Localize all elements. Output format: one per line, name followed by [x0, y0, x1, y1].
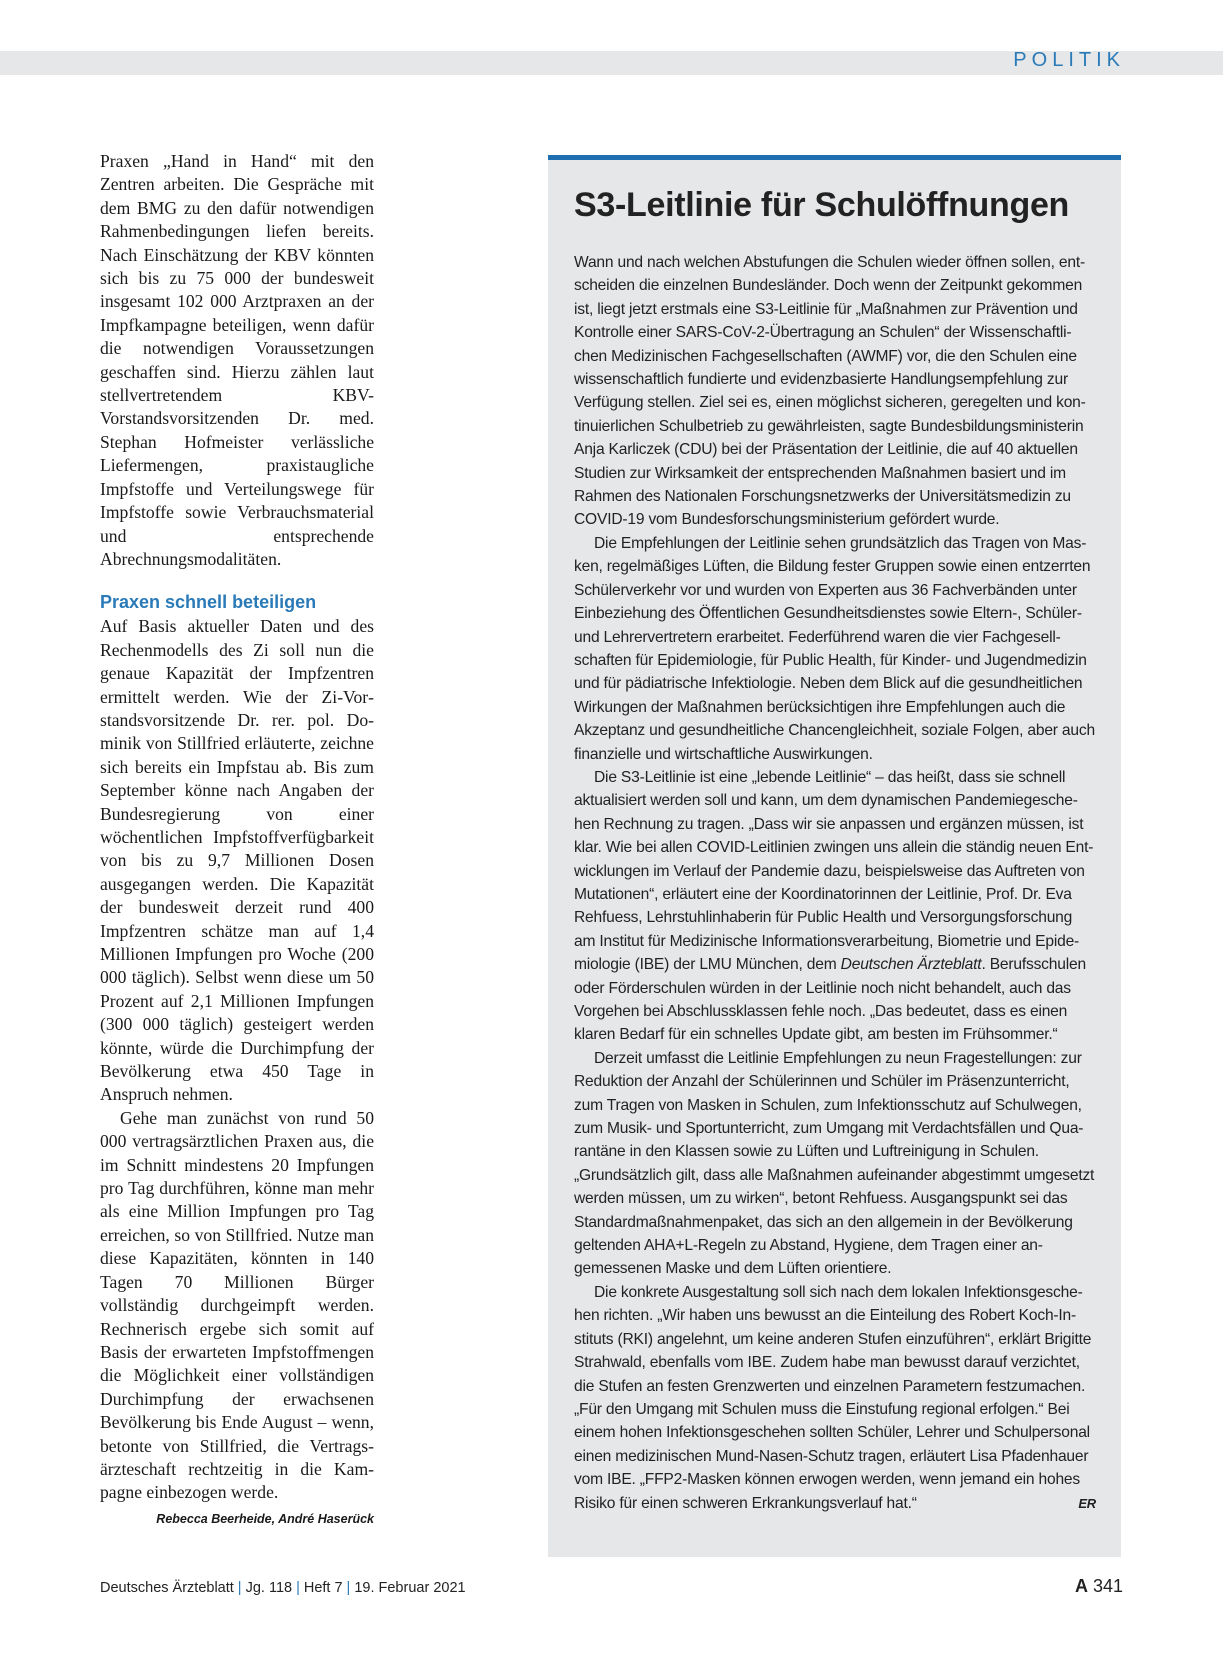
box-paragraph-1: Wann und nach welchen Abstufungen die Schulen wieder öffnen sollen, entscheiden die einzelnen Bundesländer. Doch wenn der Zeitpunkt gekommen ist, liegt jetzt erstmals eine S3-Leitlinie für „Maßnahmen zur Prävention und Kontrolle einer SARS-CoV-2-Übertragung an Schulen“ der Wissenschaftlichen Medizinischen Fachgesellschaften (AWMF) vor, die den Schulen eine wissenschaftlich fundierte und evidenzbasierte Handlungsempfehlung zur Verfügung stellen. Ziel sei es, einen möglichst sicheren, geregelten und kontinuierlichen Schulbetrieb zu gewährleisten, sagte Bundesbildungsministerin Anja Karliczek (CDU) bei der Präsentation der Leitlinie, die auf 40 aktuellen Studien zur Wirksamkeit der entsprechenden Maßnahmen basiert und im Rahmen des Nationalen Forschungsnetzwerks der Universitätsmedizin zu COVID-19 vom Bundesforschungsministerium gefördert wurde. — [574, 254, 1086, 529]
left-column — [100, 150, 374, 1531]
footer-separator: | — [296, 1580, 300, 1596]
page-number — [1075, 1576, 1123, 1597]
footer-separator: | — [346, 1580, 351, 1596]
footer-separator: | — [237, 1580, 242, 1596]
box-title: S3-Leitlinie für Schulöffnungen — [574, 186, 1070, 224]
box-paragraph-3-start: Die S3-Leitlinie ist eine „lebende Leitlinie“ – das heißt, dass sie schnell aktualisiert werden soll und kann, um dem dynamischen Pandemiegeschehen Rechnung zu tragen. „Dass wir sie anpassen und ergänzen müssen, ist klar. Wie bei allen COVID-Leitlinien zwingen uns allein die ständig neuen Entwicklungen im Verlauf der Pandemie dazu, beispielsweise das Auftreten von Mutationen“, erläutert eine der Koordinatorinnen der Leitlinie, Prof. Dr. Eva Rehfuess, Lehrstuhlinhaberin für Public Health und Versorgungsforschung am Institut für Medizinische Informationsverarbeitung, Biometrie und Epidemiologie (IBE) der LMU München, dem — [574, 768, 1094, 974]
box-paragraph-4: Derzeit umfasst die Leitlinie Empfehlungen zu neun Fragestellungen: zur Reduktion der Anzahl der Schülerinnen und Schüler im Präsenzunterricht, zum Tragen von Masken in Schulen, zum Infektionsschutz auf Schulwegen, zum Musik- und Sportunterricht, zum Umgang mit Verdachtsfällen und Quarantäne in den Klassen sowie zu Lüften und Luftreinigung in Schulen. „Grundsätzlich gilt, dass alle Maßnahmen aufeinander abgestimmt umgesetzt werden müssen, um zu wirken“, betont Rehfuess. Ausgangspunkt sei das Standardmaßnahmenpaket, das sich an den allgemein in der Bevölkerung geltenden AHA+L-Regeln zu Abstand, Hygiene, dem Tragen einer angemessenen Maske und dem Lüften orientiere. — [574, 1049, 1095, 1278]
section-label: POLITIK — [1013, 49, 1125, 71]
footer-journal: Deutsches Ärzteblatt — [100, 1580, 234, 1596]
box-paragraph-5 — [574, 1281, 1096, 1515]
author-signature: ER — [1078, 1495, 1096, 1511]
page-number-value: 341 — [1092, 1576, 1123, 1596]
sidebar-box — [548, 155, 1121, 1557]
journal-name-italic: Deutschen Ärzteblatt — [840, 956, 982, 974]
page-prefix: A — [1074, 1576, 1088, 1596]
box-text — [574, 251, 1096, 1515]
left-paragraph-2: Auf Basis aktueller Daten und des Rechenmodells des Zi soll nun die genaue Kapazität der Impfzentren ermittelt werden. Wie der Zi-Vorstandsvorsitzende Dr. rer. pol. Dominik von Stillfried erläuterte, zeichne sich bereits ein Impfstau ab. Bis zum September könne nach Angaben der Bundesregierung von einer wöchentlichen Impfstoffverfügbarkeit von bis zu 9,7 Millionen Dosen ausgegangen werden. Die Kapazität der bundesweit derzeit rund 400 Impfzentren schätze man auf 1,4 Millionen Impfungen pro Woche (200 000 täglich). Selbst wenn diese um 50 Prozent auf 2,1 Millionen Impfungen (300 000 täglich) gesteigert werden könnte, würde die Durchimpfung der Bevölkerung etwa 450 Tage in Anspruch nehmen. — [100, 616, 374, 1105]
box-paragraph-2: Die Empfehlungen der Leitlinie sehen grundsätzlich das Tragen von Masken, regelmäßiges Lüften, die Bildung fester Gruppen sowie einen entzerrten Schülerverkehr vor und wurden von Experten aus 36 Fachverbänden unter Einbeziehung des Öffentlichen Gesundheitsdienstes sowie Eltern-, Schüler- und Lehrervertretern erarbeitet. Federführend waren die vier Fachgesellschaften für Epidemiologie, für Public Health, für Kinder- und Jugendmedizin und für pädiatrische Infektiologie. Neben dem Blick auf die gesundheitlichen Wirkungen der Maßnahmen berücksichtigen ihre Empfehlungen auch die Akzeptanz und gesundheitliche Chancengleichheit, soziale Folgen, aber auch finanzielle und wirtschaftliche Auswirkungen. — [574, 534, 1095, 763]
left-subheading: Praxen schnell beteiligen — [100, 592, 317, 613]
box-paragraph-3 — [574, 766, 1096, 1047]
footer-issue: Heft 7 — [303, 1580, 343, 1596]
footer-date: 19. Februar 2021 — [354, 1580, 466, 1596]
box-paragraph-5-text: Die konkrete Ausgestaltung soll sich nach dem lokalen Infektionsgeschehen richten. „Wir haben uns bewusst an die Einteilung des Robert Koch-Instituts (RKI) angelehnt, um keine anderen Stufen einzuführen“, erklärt Brigitte Strahwald, ebenfalls vom IBE. Zudem habe man bewusst darauf verzichtet, die Stufen an festen Grenzwerten und einzelnen Parametern festzumachen. „Für den Umgang mit Schulen muss die Einstufung regional erfolgen.“ Bei einem hohen Infektionsgeschehen sollten Schüler, Lehrer und Schulpersonal einen medizinischen Mund-Nasen-Schutz tragen, erläutert Lisa Pfadenhauer vom IBE. „FFP2-Masken können erwogen werden, wenn jemand ein hohes Risiko für einen schweren Erkrankungsverlauf hat.“ — [574, 1283, 1092, 1512]
left-paragraph-3: Gehe man zunächst von rund 50 000 vertragsärztlichen Praxen aus, die im Schnitt mindestens 20 Impfungen pro Tag durchführen, könne man mehr als eine Million Impfungen pro Tag erreichen, so von Stillfried. Nutze man diese Kapazitäten, könnten in 140 Tagen 70 Millionen Bürger vollständig durchgeimpft werden. Rechnerisch ergebe sich somit auf Basis der erwarteten Impfstoffmengen die Möglichkeit einer vollständigen Durchimpfung der erwachsenen Bevölkerung bis Ende August – wenn, betonte von Stillfried, die Vertragsärzteschaft rechtzeitig in die Kampagne einbezogen werde. — [100, 1107, 374, 1503]
byline: Rebecca Beerheide, André Haserück — [156, 1511, 374, 1526]
left-paragraph-1: Praxen „Hand in Hand“ mit den Zentren arbeiten. Die Gespräche mit dem BMG zu den dafür notwendigen Rahmenbedingungen liefen bereits. Nach Einschätzung der KBV könnten sich bis zu 75 000 der bundesweit insgesamt 102 000 Arztpraxen an der Impfkampagne beteiligen, wenn dafür die notwendigen Voraussetzungen geschaffen sind. Hierzu zählen laut stellvertretendem KBV-Vorstandsvorsitzenden Dr. med. Stephan Hofmeister verlässliche Liefermengen, praxistaugliche Impfstoffe und Verteilungswege für Impfstoffe sowie Verbrauchsmaterial und entsprechende Abrechnungsmodalitäten. — [100, 151, 374, 569]
box-paragraph-3-end: . Berufsschulen oder Förderschulen würden in der Leitlinie noch nicht behandelt, auch das Vorgehen bei Abschlussklassen fehle noch. „Das bedeutet, dass es einen klaren Bedarf für ein schnelles Update gibt, am besten im Frühsommer.“ — [574, 956, 1086, 1044]
footer-volume: Jg. 118 — [245, 1580, 293, 1596]
footer — [100, 1580, 466, 1596]
